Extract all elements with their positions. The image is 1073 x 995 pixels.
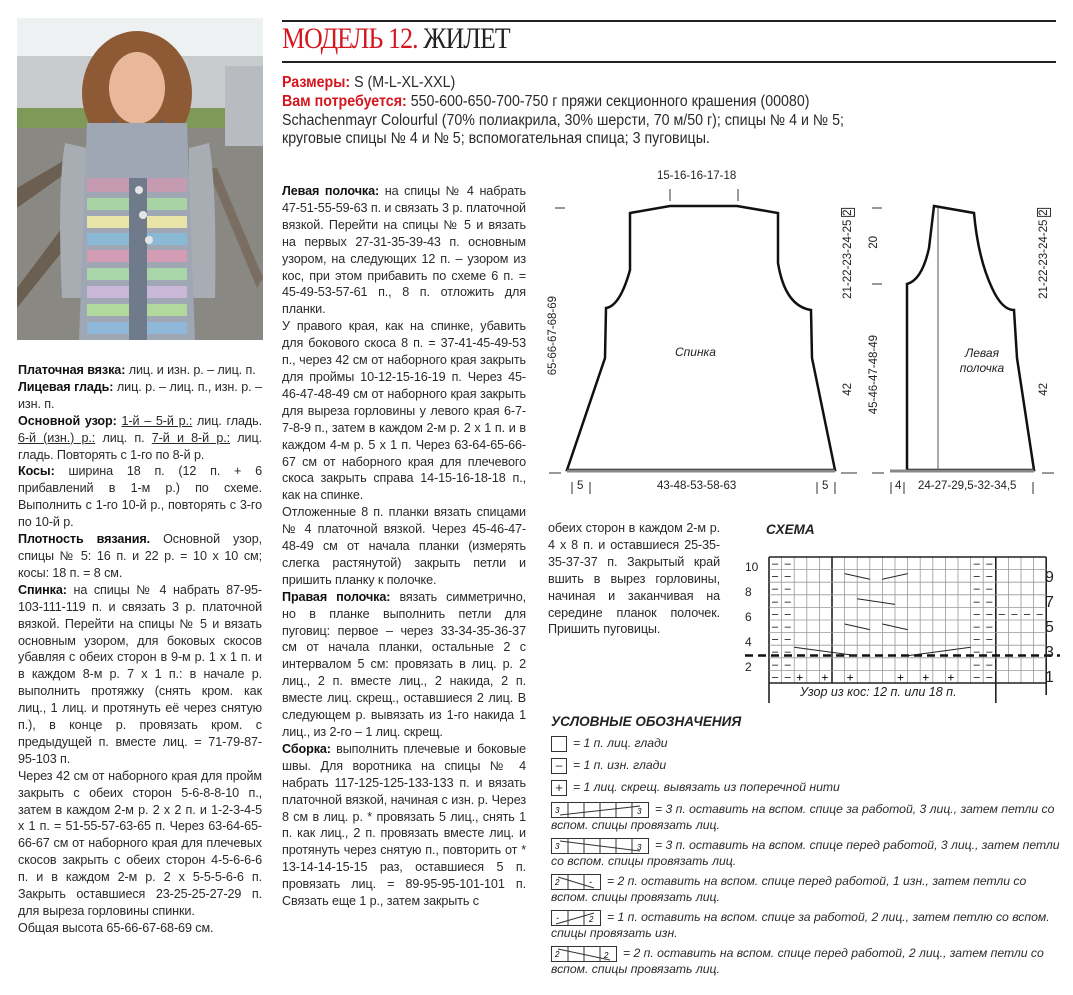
empty-box-icon <box>551 736 567 752</box>
purl-mark: – <box>772 583 779 596</box>
paragraph-assembly: Сборка: выполнить плечевые и боковые швы. Для воротника на спицы № 4 набрать 117-125-125-133-133 п. и вязать платочной вязкой, начиная с изн. р. Через 8 см в лиц. р. * провязать 5 лиц., снять 1 п. как лиц., 2 п. провязать вместе лиц. и протянуть через снятую п., повторить от * 13-14-14-15-15 раз, оставшиеся 5 п. провязать лиц. = 89-95-95-101-101 п. Связать еще 1 р., затем закрыть с <box>282 741 526 909</box>
photo-illustration <box>17 18 263 340</box>
legend-item-cable-back: 3 3 = 3 п. оставить на вспом. спице за работой, 3 лиц., затем петли со вспом. спицы провязать лиц. <box>551 802 1055 832</box>
paragraph-main-pattern: Основной узор: 1-й – 5-й р.: лиц. гладь. 6-й (изн.) р.: лиц. п. 7-й и 8-й р.: лиц. гладь. Повторять с 1-го по 8-й р. <box>18 413 262 462</box>
purl-mark: – <box>784 583 791 596</box>
paragraph-gauge: Плотность вязания. Основной узор, спицы № 5: 16 п. и 22 р. = 10 х 10 см; косы: 18 п. = 8 см. <box>18 532 262 580</box>
svg-text:-: - <box>589 877 592 887</box>
cable-num: 2 <box>589 915 594 924</box>
paragraph-cables: Косы: ширина 18 п. (12 п. + 6 прибавлений в 1-м р.) по схеме. Выполнить с 1-го 10-й р., повторять с 3-го по 10-й р. <box>18 464 262 530</box>
plus-mark: + <box>796 670 804 685</box>
paragraph-stockinette: Лицевая гладь: лиц. р. – лиц. п., изн. р. – изн. п. <box>18 379 262 411</box>
back-left-height: 65-66-67-68-69 <box>547 296 559 376</box>
cable-num: 3 <box>555 806 560 815</box>
model-number: МОДЕЛЬ 12. <box>282 22 418 55</box>
needs-line-2: Schachenmayr Colourful (70% полиакрила, 30% шерсти, 70 м/50 г); спицы № 4 и № 5; <box>282 111 844 129</box>
materials-header <box>282 74 1063 149</box>
plus-mark: + <box>947 670 955 685</box>
chart-caption: Узор из кос: 12 п. или 18 п. <box>800 685 957 699</box>
back-top-width: 15-16-16-17-18 <box>657 170 737 182</box>
purl-mark: – <box>998 608 1005 621</box>
legend-item-cross-2-1: 2 - = 2 п. оставить на вспом. спице перед работой, 1 изн., затем петли со вспом. спицы провязать лиц. <box>551 874 1027 904</box>
cable-num: 2 <box>604 951 609 960</box>
paragraph-button-band: Отложенные 8 п. планки вязать спицами № 4 платочной вязкой. Через 45-46-47-48-49 см от начала планки (измерять слегка растянутой) закрыть петли и пришить планку к полочке. <box>282 505 526 587</box>
purl-mark: – <box>973 658 980 671</box>
legend <box>551 736 1061 977</box>
row-number: 3 <box>1045 644 1054 661</box>
plus-box-icon: + <box>551 780 567 796</box>
plus-mark: + <box>846 670 854 685</box>
cable-line <box>857 599 895 605</box>
purl-mark: – <box>986 646 993 659</box>
plus-mark: + <box>922 670 930 685</box>
legend-item-knit: = 1 п. лиц. глади <box>551 736 1061 752</box>
cable-2-front-icon <box>551 946 617 962</box>
row-number: 10 <box>745 560 759 574</box>
front-label: Левая полочка <box>959 346 1005 375</box>
purl-mark: – <box>986 608 993 621</box>
purl-mark: – <box>973 570 980 583</box>
cable-num: 3 <box>637 843 642 852</box>
purl-mark: – <box>986 633 993 646</box>
cable-3-front-icon <box>551 838 649 854</box>
sizes-label: Размеры: <box>282 74 351 91</box>
legend-item-cable-front: 3 3 = 3 п. оставить на вспом. спице перед работой, 3 лиц., затем петли со вспом. спицы провязать лиц. <box>551 838 1060 868</box>
purl-mark: – <box>784 570 791 583</box>
purl-mark: – <box>772 570 779 583</box>
purl-mark: – <box>784 633 791 646</box>
front-left-upper: 20 <box>868 236 880 249</box>
row-number: 1 <box>1045 669 1054 686</box>
cable-num: 2 <box>555 950 560 959</box>
legend-item-cable-2: 2 2 = 2 п. оставить на вспом. спице перед работой, 2 лиц., затем петли со вспом. спицы провязать лиц. <box>551 946 1044 976</box>
paragraph-right-front: Правая полочка: вязать симметрично, но в планке выполнить петли для пуговиц: первое – через 33-34-35-36-37 см от начала планки, остальные 2 с интервалом 5 см: провязать в лиц. р. 2 лиц., 2 п. вместе лиц., 2 накида, 2 п. вместе лиц. скрещ., оставшиеся 2 лиц. В следующем р. вывязать из 1-го накида 1 лиц., из 2-го – 1 лиц. скрещ. <box>282 589 526 739</box>
svg-text:-: - <box>556 913 559 923</box>
back-label: Спинка <box>675 345 716 359</box>
purl-mark: – <box>772 633 779 646</box>
purl-mark: – <box>784 658 791 671</box>
purl-mark: – <box>784 608 791 621</box>
paragraph-collar-finish: обеих сторон в каждом 2-м р. 4 х 8 п. и оставшиеся 25-35-35-37-37 п. Закрытый край вшить в вырез горловины, начиная и заканчивая на середине планок полочек. Пришить пуговицы. <box>548 521 720 637</box>
paragraph-garter: Платочная вязка: лиц. и изн. р. – лиц. п. <box>18 363 256 377</box>
needs-value: 550-600-650-700-750 г пряжи секционного крашения (00080) <box>406 92 810 110</box>
purl-mark: – <box>986 671 993 684</box>
back-right-upper: 21-22-23-24-25 2 <box>842 209 854 299</box>
paragraph-left-front-shaping: У правого края, как на спинке, убавить для бокового скоса 8 п. = 37-41-45-49-53 п., через 42 см от наборного края закрыть для проймы 10-12-15-16-19 п. Через 45-46-47-48-49 см от наборного края закрыть для выреза горловины у левого края 6-7-7-8-9 п., затем в каждом 2-м р. 2 х 1 п. и в каждом 4-м р. 5 х 1 п. Через 63-64-65-66-67 см от наборного края для плечевого скоса закрыть справа 14-15-16-18-18 п., как на спинке. <box>282 319 526 503</box>
purl-mark: – <box>986 570 993 583</box>
front-right-lower: 42 <box>1038 383 1050 396</box>
model-photo <box>17 18 263 340</box>
cable-chart <box>745 555 1065 705</box>
back-bottom-width: 43-48-53-58-63 <box>657 480 737 492</box>
plus-mark: + <box>897 670 905 685</box>
cross-1-2-back-icon <box>551 910 601 926</box>
cable-num: 3 <box>637 807 642 816</box>
back-outline <box>545 168 860 498</box>
purl-mark: – <box>772 558 779 570</box>
purl-mark: – <box>784 621 791 633</box>
chart-left-row-numbers <box>745 555 765 680</box>
purl-mark: – <box>1011 608 1018 621</box>
page-title <box>282 22 510 56</box>
legend-title: УСЛОВНЫЕ ОБОЗНАЧЕНИЯ <box>551 714 742 729</box>
column-3 <box>548 520 720 638</box>
needs-label: Вам потребуется: <box>282 92 407 110</box>
purl-mark: – <box>772 658 779 671</box>
row-number: 2 <box>745 660 752 674</box>
purl-mark: – <box>973 646 980 659</box>
paragraph-armholes: Через 42 см от наборного края для пройм закрыть с обеих сторон 5-6-8-8-10 п., затем в каждом 2-м р. 2 х 2 п. и 1-2-3-4-5 х 1 п. = 51-55-57-63-65 п. Через 63-64-65-66-67 см от наборного края для плечевых скосов закрыть с обеих сторон 4-5-6-6-6 п. и в каждом 2-м р. 2 х 5-5-5-6-6 п. Закрыть оставшиеся 23-25-25-27-29 п. для выреза горловины спинки. <box>18 768 262 918</box>
purl-mark: – <box>772 608 779 621</box>
back-bottom-left: 5 <box>577 480 584 492</box>
purl-mark: – <box>986 595 993 608</box>
purl-mark: – <box>1024 608 1031 621</box>
cable-3-back-icon <box>551 802 649 818</box>
minus-box-icon: – <box>551 758 567 774</box>
purl-mark: – <box>986 583 993 596</box>
chart-right-row-numbers <box>1045 565 1065 690</box>
row-number: 5 <box>1045 619 1054 636</box>
back-right-lower: 42 <box>842 383 854 396</box>
purl-mark: – <box>1036 608 1043 621</box>
purl-mark: – <box>986 558 993 570</box>
paragraph-total-height: Общая высота 65-66-67-68-69 см. <box>18 920 214 935</box>
purl-mark: – <box>973 595 980 608</box>
row-number: 9 <box>1045 569 1054 586</box>
purl-mark: – <box>772 671 779 684</box>
plus-mark: + <box>821 670 829 685</box>
column-2 <box>282 183 526 910</box>
purl-mark: – <box>784 671 791 684</box>
cable-num: 3 <box>555 842 560 851</box>
cable-num: 2 <box>555 878 560 887</box>
cross-2-1-front-icon <box>551 874 601 890</box>
row-number: 8 <box>745 585 752 599</box>
purl-mark: – <box>973 671 980 684</box>
row-number: 7 <box>1045 594 1054 611</box>
legend-item-purl: – = 1 п. изн. глади <box>551 758 1061 774</box>
back-schematic <box>545 168 860 498</box>
purl-mark: – <box>973 621 980 633</box>
front-right-upper: 21-22-23-24-25 2 <box>1038 209 1050 299</box>
front-bottom-left: 4 <box>895 480 902 492</box>
purl-mark: – <box>973 633 980 646</box>
sizes-value: S (M-L-XL-XXL) <box>350 74 456 91</box>
chart-grid <box>745 555 1065 705</box>
row-number: 4 <box>745 635 752 649</box>
purl-mark: – <box>973 558 980 570</box>
front-schematic <box>862 168 1070 498</box>
purl-mark: – <box>986 658 993 671</box>
purl-mark: – <box>784 558 791 570</box>
legend-item-twisted: + = 1 лиц. скрещ. вывязать из поперечной нити <box>551 780 1061 796</box>
front-left-lower: 45-46-47-48-49 <box>868 335 880 415</box>
purl-mark: – <box>772 621 779 633</box>
title-rule <box>282 61 1056 63</box>
model-name: ЖИЛЕТ <box>423 22 510 55</box>
row-number: 6 <box>745 610 752 624</box>
purl-mark: – <box>772 595 779 608</box>
purl-mark: – <box>772 646 779 659</box>
paragraph-back: Спинка: на спицы № 4 набрать 87-95-103-111-119 п. и связать 3 р. платочной вязкой. Перейти на спицы № 5 и вязать основным узором, для боковых скосов убавляя с обеих сторон в 9-м р. 1 х 1 п. и в каждом 8-м р. 7 х 1 п.: в начале р. выполнить протяжку (снять кром. как лиц., 1 лиц. и протянуть её через снятую п.), в конце р. провязать кром. с предыдущей п. вместе лиц. = 71-79-87-95-103 п. <box>18 582 262 766</box>
purl-mark: – <box>986 621 993 633</box>
needs-line-3: круговые спицы № 4 и № 5; вспомогательная спица; 3 пуговицы. <box>282 130 710 148</box>
column-1 <box>18 362 262 937</box>
paragraph-left-front: Левая полочка: на спицы № 4 набрать 47-51-55-59-63 п. и связать 3 р. платочной вязкой. Перейти на спицы № 5 и вязать на первых 27-31-35-39-43 п. основным узором, на следующих 12 п. – узором из кос, при этом прибавить по схеме 6 п. = 45-49-53-57-61 п., 8 п. отложить для планки. <box>282 184 526 317</box>
purl-mark: – <box>784 595 791 608</box>
chart-title: СХЕМА <box>766 522 815 537</box>
purl-mark: – <box>973 608 980 621</box>
purl-mark: – <box>784 646 791 659</box>
legend-item-cross-1-2: - 2 = 1 п. оставить на вспом. спице за работой, 2 лиц., затем петлю со вспом. спицы провязать изн. <box>551 910 1050 940</box>
back-bottom-right: 5 <box>822 480 829 492</box>
front-bottom-width: 24-27-29,5-32-34,5 <box>918 480 1017 492</box>
purl-mark: – <box>973 583 980 596</box>
cable-line <box>908 647 971 656</box>
